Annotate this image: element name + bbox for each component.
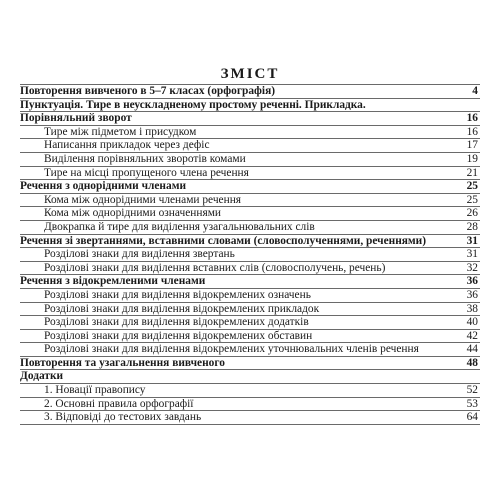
toc-entry-row	[20, 248, 480, 262]
toc-entry-label: Кома між однорідними означеннями	[44, 207, 221, 220]
toc-entry-label: Додатки	[20, 370, 64, 383]
toc-entry-label: Речення зі звертаннями, вставними словами (словосполученнями, реченнями)	[20, 234, 427, 247]
toc-entry-label: Розділові знаки для виділення відокремлених прикладок	[44, 302, 320, 315]
toc-entry-row	[20, 153, 480, 167]
toc-page-number: 25	[466, 180, 478, 193]
toc-entry-label: Розділові знаки для виділення відокремлених додатків	[44, 316, 309, 329]
toc-entry-row	[20, 126, 480, 140]
toc-section-row	[20, 180, 480, 194]
toc-page-number: 32	[466, 261, 478, 274]
toc-page-number: 31	[466, 234, 478, 247]
toc-page-number: 36	[466, 275, 478, 288]
toc-entry-label: Виділення порівняльних зворотів комами	[44, 152, 246, 165]
toc-entry-label: Речення з однорідними членами	[20, 180, 187, 193]
toc-entry-row	[20, 343, 480, 357]
toc-page-number: 64	[466, 411, 478, 424]
toc-section-row	[20, 99, 480, 113]
toc-entry-label: Двокрапка й тире для виділення узагальнювальних слів	[44, 220, 315, 233]
toc-page-number: 26	[466, 207, 478, 220]
toc-entry-row	[20, 139, 480, 153]
toc-page-number: 53	[466, 397, 478, 410]
toc-page-number: 17	[466, 139, 478, 152]
toc-page-number: 19	[466, 152, 478, 165]
toc-entry-label: Розділові знаки для виділення вставних слів (словосполучень, речень)	[44, 261, 386, 274]
toc-entry-label: Написання прикладок через дефіс	[44, 139, 210, 152]
toc-entry-label: Повторення та узагальнення вивченого	[20, 356, 225, 369]
table-of-contents	[20, 84, 480, 425]
toc-page-number: 42	[466, 329, 478, 342]
toc-page-number: 31	[466, 248, 478, 261]
toc-entry-row	[20, 316, 480, 330]
toc-entry-row	[20, 207, 480, 221]
toc-page-number: 4	[472, 85, 478, 97]
toc-entry-row	[20, 194, 480, 208]
toc-entry-label: Повторення вивченого в 5–7 класах (орфографія)	[20, 85, 276, 97]
toc-page-number: 36	[466, 288, 478, 301]
toc-entry-label: Розділові знаки для виділення відокремлених обставин	[44, 329, 313, 342]
toc-entry-row	[20, 262, 480, 276]
toc-entry-label: Кома між однорідними членами речення	[44, 193, 242, 206]
toc-page-number: 38	[466, 302, 478, 315]
toc-section-row	[20, 85, 480, 99]
toc-entry-row	[20, 167, 480, 181]
toc-entry-label: Розділові знаки для виділення відокремлених означень	[44, 288, 311, 301]
toc-entry-row	[20, 289, 480, 303]
toc-entry-label: Тире між підметом і присудком	[44, 125, 197, 138]
toc-entry-row	[20, 330, 480, 344]
toc-page-number: 44	[466, 343, 478, 356]
page-title: ЗМІСТ	[220, 66, 280, 82]
toc-page-number: 16	[466, 125, 478, 138]
toc-entry-label: 1. Новації правопису	[44, 384, 146, 397]
toc-section-row	[20, 370, 480, 384]
toc-entry-label: Розділові знаки для виділення звертань	[44, 248, 235, 261]
toc-section-row	[20, 357, 480, 371]
toc-page-number: 25	[466, 193, 478, 206]
toc-entry-label: Розділові знаки для виділення відокремлених уточнювальних членів речення	[44, 343, 419, 356]
toc-section-row	[20, 275, 480, 289]
toc-page-number: 48	[466, 356, 478, 369]
toc-section-row	[20, 235, 480, 249]
toc-entry-row	[20, 303, 480, 317]
toc-entry-row	[20, 384, 480, 398]
toc-page-number: 16	[466, 112, 478, 125]
toc-entry-row	[20, 411, 480, 425]
toc-entry-label: 2. Основні правила орфографії	[44, 397, 194, 410]
toc-entry-label: Тире на місці пропущеного члена речення	[44, 166, 249, 179]
toc-page-number: 52	[466, 384, 478, 397]
toc-entry-label: Порівняльний зворот	[20, 112, 132, 125]
toc-entry-label: Речення з відокремленими членами	[20, 275, 206, 288]
toc-entry-row	[20, 398, 480, 412]
toc-page-number: 21	[466, 166, 478, 179]
toc-entry-label: 3. Відповіді до тестових завдань	[44, 411, 202, 424]
toc-section-row	[20, 112, 480, 126]
toc-entry-label: Пунктуація. Тире в неускладненому простому реченні. Прикладка.	[20, 98, 366, 111]
toc-entry-row	[20, 221, 480, 235]
toc-page-number: 28	[466, 220, 478, 233]
toc-page-number: 40	[466, 316, 478, 329]
